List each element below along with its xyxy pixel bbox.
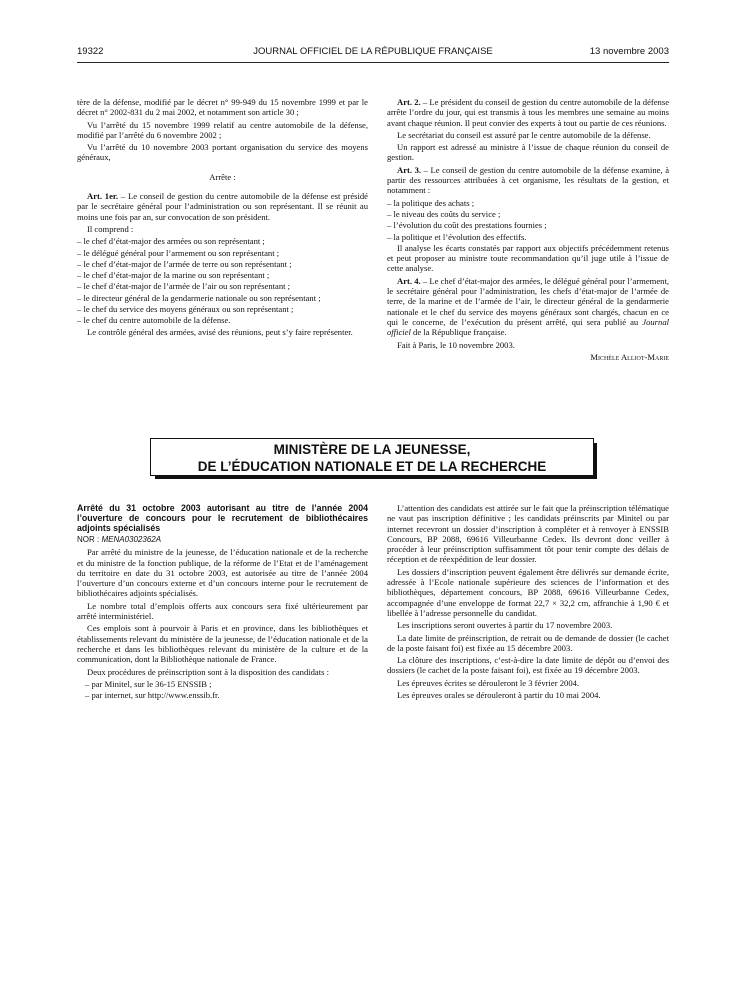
issue-date: 13 novembre 2003	[589, 46, 669, 57]
list-item: – le directeur général de la gendarmerie nationale ou son représentant ;	[77, 292, 321, 303]
nor-reference	[77, 535, 368, 545]
article-text: de la République française.	[410, 327, 507, 338]
box-shadow	[155, 443, 597, 479]
paragraph: Vu l’arrêté du 10 novembre 2003 portant organisation du service des moyens généraux,	[77, 142, 368, 163]
nor-code: MENA0302362A	[101, 535, 162, 544]
page-number: 19322	[77, 46, 104, 57]
right-column-top	[387, 97, 669, 364]
list-item: – le délégué général pour l’armement ou son représentant ;	[77, 247, 280, 258]
list-item: – par Minitel, sur le 36-15 ENSSIB ;	[85, 678, 212, 689]
list-item: – le chef du centre automobile de la défense.	[77, 315, 231, 326]
paragraph: Ces emplois sont à pourvoir à Paris et en province, dans les bibliothèques et établissements relevant du ministère de la jeunesse, de l’éducation nationale et de la recherche et dans les bibliothèques relevant du ministère de la culture et de la communication, dont la Bibliothèque nationale de France.	[77, 623, 368, 665]
list-item: – le niveau des coûts du service ;	[387, 208, 501, 219]
list-item: – le chef d’état-major des armées ou son représentant ;	[77, 236, 265, 247]
paragraph: Deux procédures de préinscription sont à la disposition des candidats :	[87, 666, 330, 677]
header-rule	[77, 62, 669, 63]
decree-title: Arrêté du 31 octobre 2003 autorisant au titre de l’année 2004 l’ouverture de concours pour le recrutement de bibliothécaires adjoints spécialisés	[77, 503, 368, 533]
arrete-heading: Arrête :	[209, 171, 236, 182]
paragraph: Les épreuves orales se dérouleront à partir du 10 mai 2004.	[397, 690, 601, 701]
signature: Michèle Alliot-Marie	[590, 351, 669, 362]
article-text: – Le conseil de gestion du centre automobile de la défense examine, à partir des ressources attribuées à cet organisme, les résultats de la gestion, et notamment :	[387, 164, 670, 196]
article-label: Art. 3.	[397, 164, 422, 175]
ministry-heading-box	[150, 438, 594, 476]
paragraph: Les dossiers d’inscription peuvent également être délivrés sur demande écrite, adressée à l’Ecole nationale supérieure des sciences de l’information et des bibliothèques, département concours, BP 2088, 69616 Villeurbanne Cedex, accompagnée d’une enveloppe de format 22,7 × 32,2 cm, affranchie à 1,90 € et libellée à l’adresse personnelle du candidat.	[387, 566, 669, 618]
paragraph: Le nombre total d’emplois offerts aux concours sera fixé ultérieurement par arrêté interministériel.	[77, 600, 368, 622]
paragraph: Un rapport est adressé au ministre à l’issue de chaque réunion du conseil de gestion.	[387, 142, 669, 163]
right-column-bottom	[387, 503, 669, 702]
article-4	[387, 276, 669, 338]
list-item: – la politique et l’évolution des effectifs.	[387, 231, 527, 242]
paragraph: Il comprend :	[87, 223, 134, 234]
article-text: – Le conseil de gestion du centre automobile de la défense est présidé par le secrétaire général pour l’administration ou son représentant. Il se réunit au moins une fois par an, sur convocation de son président.	[77, 191, 368, 222]
article-text: – Le président du conseil de gestion du centre automobile de la défense arrête l’ordre du jour, qui est transmis à tous les membres une semaine au moins avant chaque réunion. Il peut convier des experts à tout ou partie de ces réunions.	[387, 97, 670, 128]
list-item: – le chef d’état-major de la marine ou son représentant ;	[77, 270, 270, 281]
paragraph: Le contrôle général des armées, avisé des réunions, peut s’y faire représenter.	[87, 326, 353, 337]
list-item: – l’évolution du coût des prestations fournies ;	[387, 220, 547, 231]
list-item: – la politique des achats ;	[387, 197, 475, 208]
paragraph: tère de la défense, modifié par le décret n° 99-949 du 15 novembre 1999 et par le décret n° 2002-831 du 2 mai 2002, et notamment son article 30 ;	[77, 97, 368, 118]
paragraph: Les épreuves écrites se dérouleront le 3 février 2004.	[397, 677, 580, 688]
ministry-line-1: MINISTÈRE DE LA JEUNESSE,	[273, 442, 471, 457]
paragraph: Par arrêté du ministre de la jeunesse, de l’éducation nationale et de la recherche et du ministre de la fonction publique, de la réforme de l’Etat et de l’aménagement du territoire en date du 31 octobre 2003, est autorisée au titre de l’année 2004 l’ouverture d’un concours externe et d’un concours interne pour le recrutement de bibliothécaires adjoints spécialisés.	[77, 547, 368, 599]
left-column-top	[77, 97, 368, 339]
list-item: – le chef du service des moyens généraux ou son représentant ;	[77, 304, 294, 315]
nor-label: NOR :	[77, 535, 102, 544]
signing-place-date: Fait à Paris, le 10 novembre 2003.	[397, 339, 515, 350]
paragraph: Les inscriptions seront ouvertes à partir du 17 novembre 2003.	[397, 620, 613, 631]
paragraph: La date limite de préinscription, de retrait ou de demande de dossier (le cachet de la poste faisant foi) est fixée au 15 décembre 2003.	[387, 632, 669, 653]
list-item: – le chef d’état-major de l’armée de terre ou son représentant ;	[77, 258, 292, 269]
article-3	[387, 165, 669, 196]
list-item: – par internet, sur http://www.enssib.fr.	[85, 690, 220, 701]
article-2	[387, 97, 669, 128]
left-column-bottom	[77, 503, 368, 701]
paragraph: Vu l’arrêté du 15 novembre 1999 relatif au centre automobile de la défense, modifié par l’arrêté du 6 novembre 2002 ;	[77, 119, 368, 140]
paragraph: La clôture des inscriptions, c’est-à-dire la date limite de dépôt ou d’envoi des dossiers (le cachet de la poste faisant foi), est fixée au 19 décembre 2003.	[387, 655, 669, 676]
paragraph: Le secrétariat du conseil est assuré par le centre automobile de la défense.	[397, 129, 651, 140]
ministry-line-2: DE L’ÉDUCATION NATIONALE ET DE LA RECHERCHE	[197, 459, 547, 474]
journal-title: JOURNAL OFFICIEL DE LA RÉPUBLIQUE FRANÇAISE	[253, 46, 493, 57]
article-label: Art. 2.	[397, 97, 421, 107]
article-label: Art. 4.	[397, 275, 421, 286]
paragraph: Il analyse les écarts constatés par rapport aux objectifs précédemment retenus et peut proposer au ministre toute recommandation qu’il juge utile à l’issue de cette analyse.	[387, 242, 669, 274]
article-label: Art. 1er.	[87, 191, 119, 202]
list-item: – le chef d’état-major de l’armée de l’air ou son représentant ;	[77, 281, 291, 292]
journal-name: Journal officiel	[387, 316, 669, 338]
article-text: – Le chef d’état-major des armées, le délégué général pour l’armement, le secrétaire général pour l’administration, les chefs d’état-major de l’armée de terre, de la marine et de l’armée de l’air, le directeur général de la gendarmerie nationale et le chef du service des moyens généraux sont chargés, chacun en ce qui le concerne, de l’exécution du présent arrêté, qui sera publié au	[387, 275, 670, 327]
article-1	[77, 191, 368, 222]
paragraph: L’attention des candidats est attirée sur le fait que la préinscription télématique ne vaut pas inscription définitive ; les candidats préinscrits par Minitel ou par internet recevront un dossier d’inscription à compléter et à renvoyer à ENSSIB Concours, BP 2088, 69616 Villeurbanne Cedex. Ils devront donc veiller à procéder à leur préinscription suffisamment tôt pour tenir compte des délais de réception et de réexpédition de leur dossier.	[387, 503, 669, 565]
page-header	[77, 46, 669, 60]
